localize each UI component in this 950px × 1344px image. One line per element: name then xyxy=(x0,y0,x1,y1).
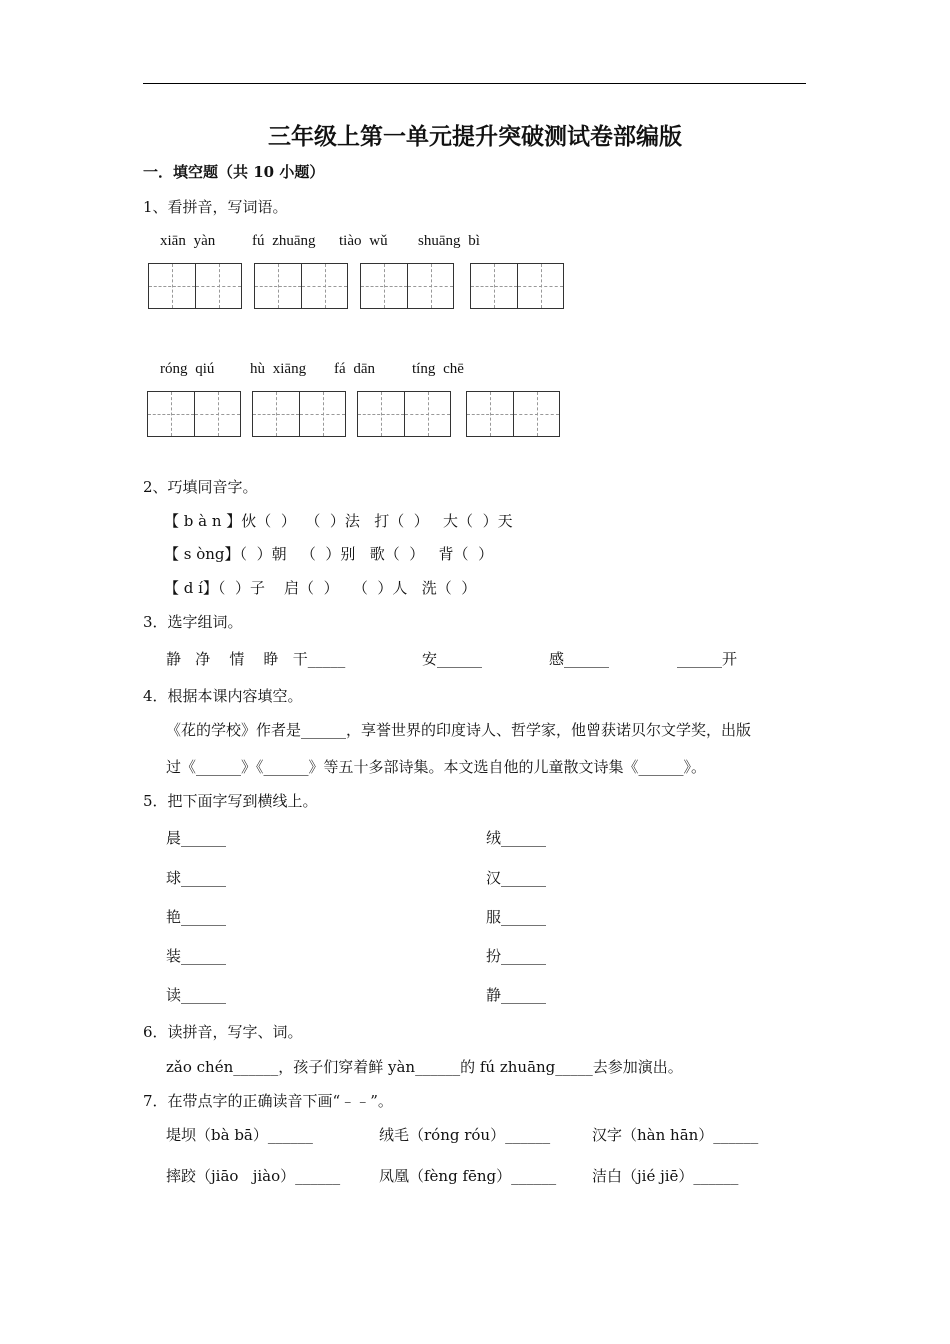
q4-prompt: 4．根据本课内容填空。 xyxy=(143,687,303,705)
q1-pinyin-4: shuāng bì xyxy=(418,233,480,249)
q5-right-1: 绒______ xyxy=(486,829,547,847)
writing-grid[interactable] xyxy=(360,263,454,309)
q1-pinyin-1: xiān yàn xyxy=(160,233,216,249)
q3-item-2: 安______ xyxy=(422,650,483,668)
q1-pinyin-6: hù xiāng xyxy=(250,361,307,377)
q7-item-1: 堤坝（bà bā）______ xyxy=(166,1126,313,1144)
q2-line-di: 【 d í】（ ）子 启（ ） （ ）人 洗（ ） xyxy=(164,579,477,597)
q1-pinyin-2: fú zhuāng xyxy=(252,233,316,249)
q1-prompt: 1、看拼音，写词语。 xyxy=(143,198,288,216)
q3-item-3: 感______ xyxy=(549,650,610,668)
q5-left-1: 晨______ xyxy=(166,829,227,847)
q6-prompt: 6．读拼音，写字、词。 xyxy=(143,1023,303,1041)
q5-left-5: 读______ xyxy=(166,986,227,1004)
q2-line-song: 【 s òng】（ ）朝 （ ）别 歌（ ） 背（ ） xyxy=(164,545,494,563)
page-title: 三年级上第一单元提升突破测试卷部编版 xyxy=(268,123,682,150)
q5-right-5: 静______ xyxy=(486,986,547,1004)
writing-grid[interactable] xyxy=(466,391,560,437)
q7-item-4: 摔跤（jiāo jiào）______ xyxy=(166,1167,341,1185)
q4-line-1: 《花的学校》作者是______，享誉世界的印度诗人、哲学家，他曾获诺贝尔文学奖，出版 xyxy=(166,721,752,739)
section-heading: 一．填空题（共 10 小题） xyxy=(143,163,325,181)
writing-grid[interactable] xyxy=(470,263,564,309)
q5-right-4: 扮______ xyxy=(486,947,547,965)
q7-item-2: 绒毛（róng róu）______ xyxy=(379,1126,551,1144)
q6-line: zǎo chén______，孩子们穿着鲜 yàn______的 fú zhuāng_____去参加演出。 xyxy=(166,1058,683,1076)
q1-pinyin-7: fá dān xyxy=(334,361,376,377)
q2-line-ban: 【 b à n 】伙（ ） （ ）法 打（ ） 大（ ）天 xyxy=(164,512,513,530)
q2-prompt: 2、巧填同音字。 xyxy=(143,478,258,496)
q3-item-1: 静 净 情 睁 干_____ xyxy=(166,650,346,668)
q5-right-2: 汉______ xyxy=(486,869,547,887)
q1-pinyin-3: tiào wǔ xyxy=(339,233,388,249)
q5-right-3: 服______ xyxy=(486,908,547,926)
writing-grid[interactable] xyxy=(357,391,451,437)
writing-grid[interactable] xyxy=(252,391,346,437)
writing-grid[interactable] xyxy=(148,263,242,309)
q7-item-5: 凤凰（fèng fēng）______ xyxy=(379,1167,557,1185)
q3-prompt: 3．选字组词。 xyxy=(143,613,243,631)
q1-pinyin-5: róng qiú xyxy=(160,361,215,377)
q4-line-2: 过《______》《______》等五十多部诗集。本文选自他的儿童散文诗集《______》。 xyxy=(166,758,707,776)
q5-left-3: 艳______ xyxy=(166,908,227,926)
q5-left-2: 球______ xyxy=(166,869,227,887)
q3-item-4: ______开 xyxy=(677,650,738,668)
writing-grid[interactable] xyxy=(147,391,241,437)
header-rule xyxy=(143,83,806,84)
q7-item-6: 洁白（jié jiē）______ xyxy=(592,1167,739,1185)
q5-left-4: 装______ xyxy=(166,947,227,965)
q7-prompt: 7．在带点字的正确读音下画“﹣﹣”。 xyxy=(143,1092,393,1110)
writing-grid[interactable] xyxy=(254,263,348,309)
q1-pinyin-8: tíng chē xyxy=(412,361,464,377)
q5-prompt: 5．把下面字写到横线上。 xyxy=(143,792,318,810)
q7-item-3: 汉字（hàn hān）______ xyxy=(592,1126,759,1144)
